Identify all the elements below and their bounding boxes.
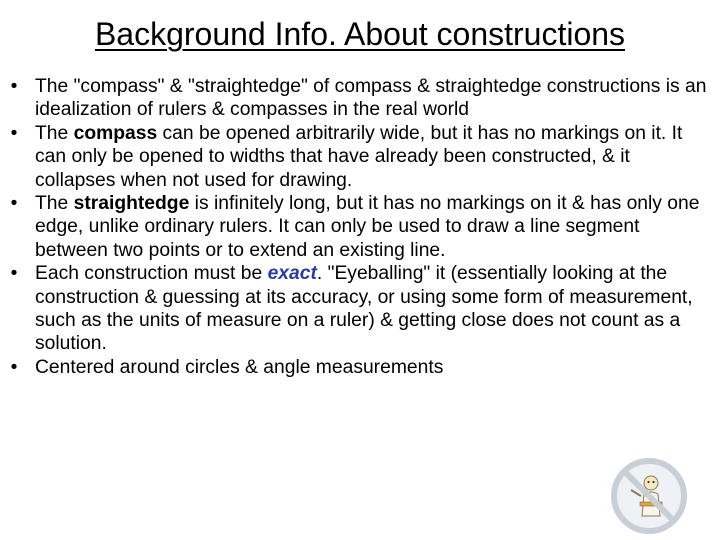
bullet-text: . "Eyeballing" it (essentially looking at the construction & guessing at its accuracy, or using some form of measurement, such as the units of measure on a ruler) & getting close does not count as a solution. <box>35 263 693 355</box>
bullet-item <box>0 75 712 122</box>
bullet-item <box>0 122 712 192</box>
bullet-keyword-compass: compass <box>73 122 158 144</box>
bullet-item <box>0 262 712 356</box>
bullet-text: can be opened arbitrarily wide, but it has no markings on it. It can only be opened to widths that have already been constructed, & it collapses when not used for drawing. <box>35 122 683 191</box>
bullet-keyword-straightedge: straightedge <box>73 193 190 215</box>
bullet-dot: • <box>10 193 18 215</box>
bullet-text: Each construction must be <box>35 263 268 285</box>
bullet-dot: • <box>10 122 18 144</box>
bullet-dot: • <box>10 76 18 97</box>
bullet-text: The <box>35 122 74 144</box>
bullet-text: The <box>35 193 74 215</box>
no-eyeballing-sign-icon <box>611 458 687 534</box>
bullet-text: Centered around circles & angle measurements <box>35 356 444 378</box>
bullet-item <box>0 192 712 262</box>
bullet-keyword-exact: exact <box>267 263 317 285</box>
slide-title: Background Info. About constructions <box>94 16 626 52</box>
bullet-item <box>0 356 712 379</box>
bullet-list <box>0 75 712 379</box>
bullet-dot: • <box>10 356 18 378</box>
bullet-text: The "compass" & "straightedge" of compass & straightedge constructions is an idealization of rulers & compasses in the real world <box>35 76 707 121</box>
bullet-text: is infinitely long, but it has no markings on it & has only one edge, unlike ordinary rulers. It can only be used to draw a line segment between two points or to extend an existing line. <box>35 193 700 261</box>
bullet-dot: • <box>10 263 18 285</box>
